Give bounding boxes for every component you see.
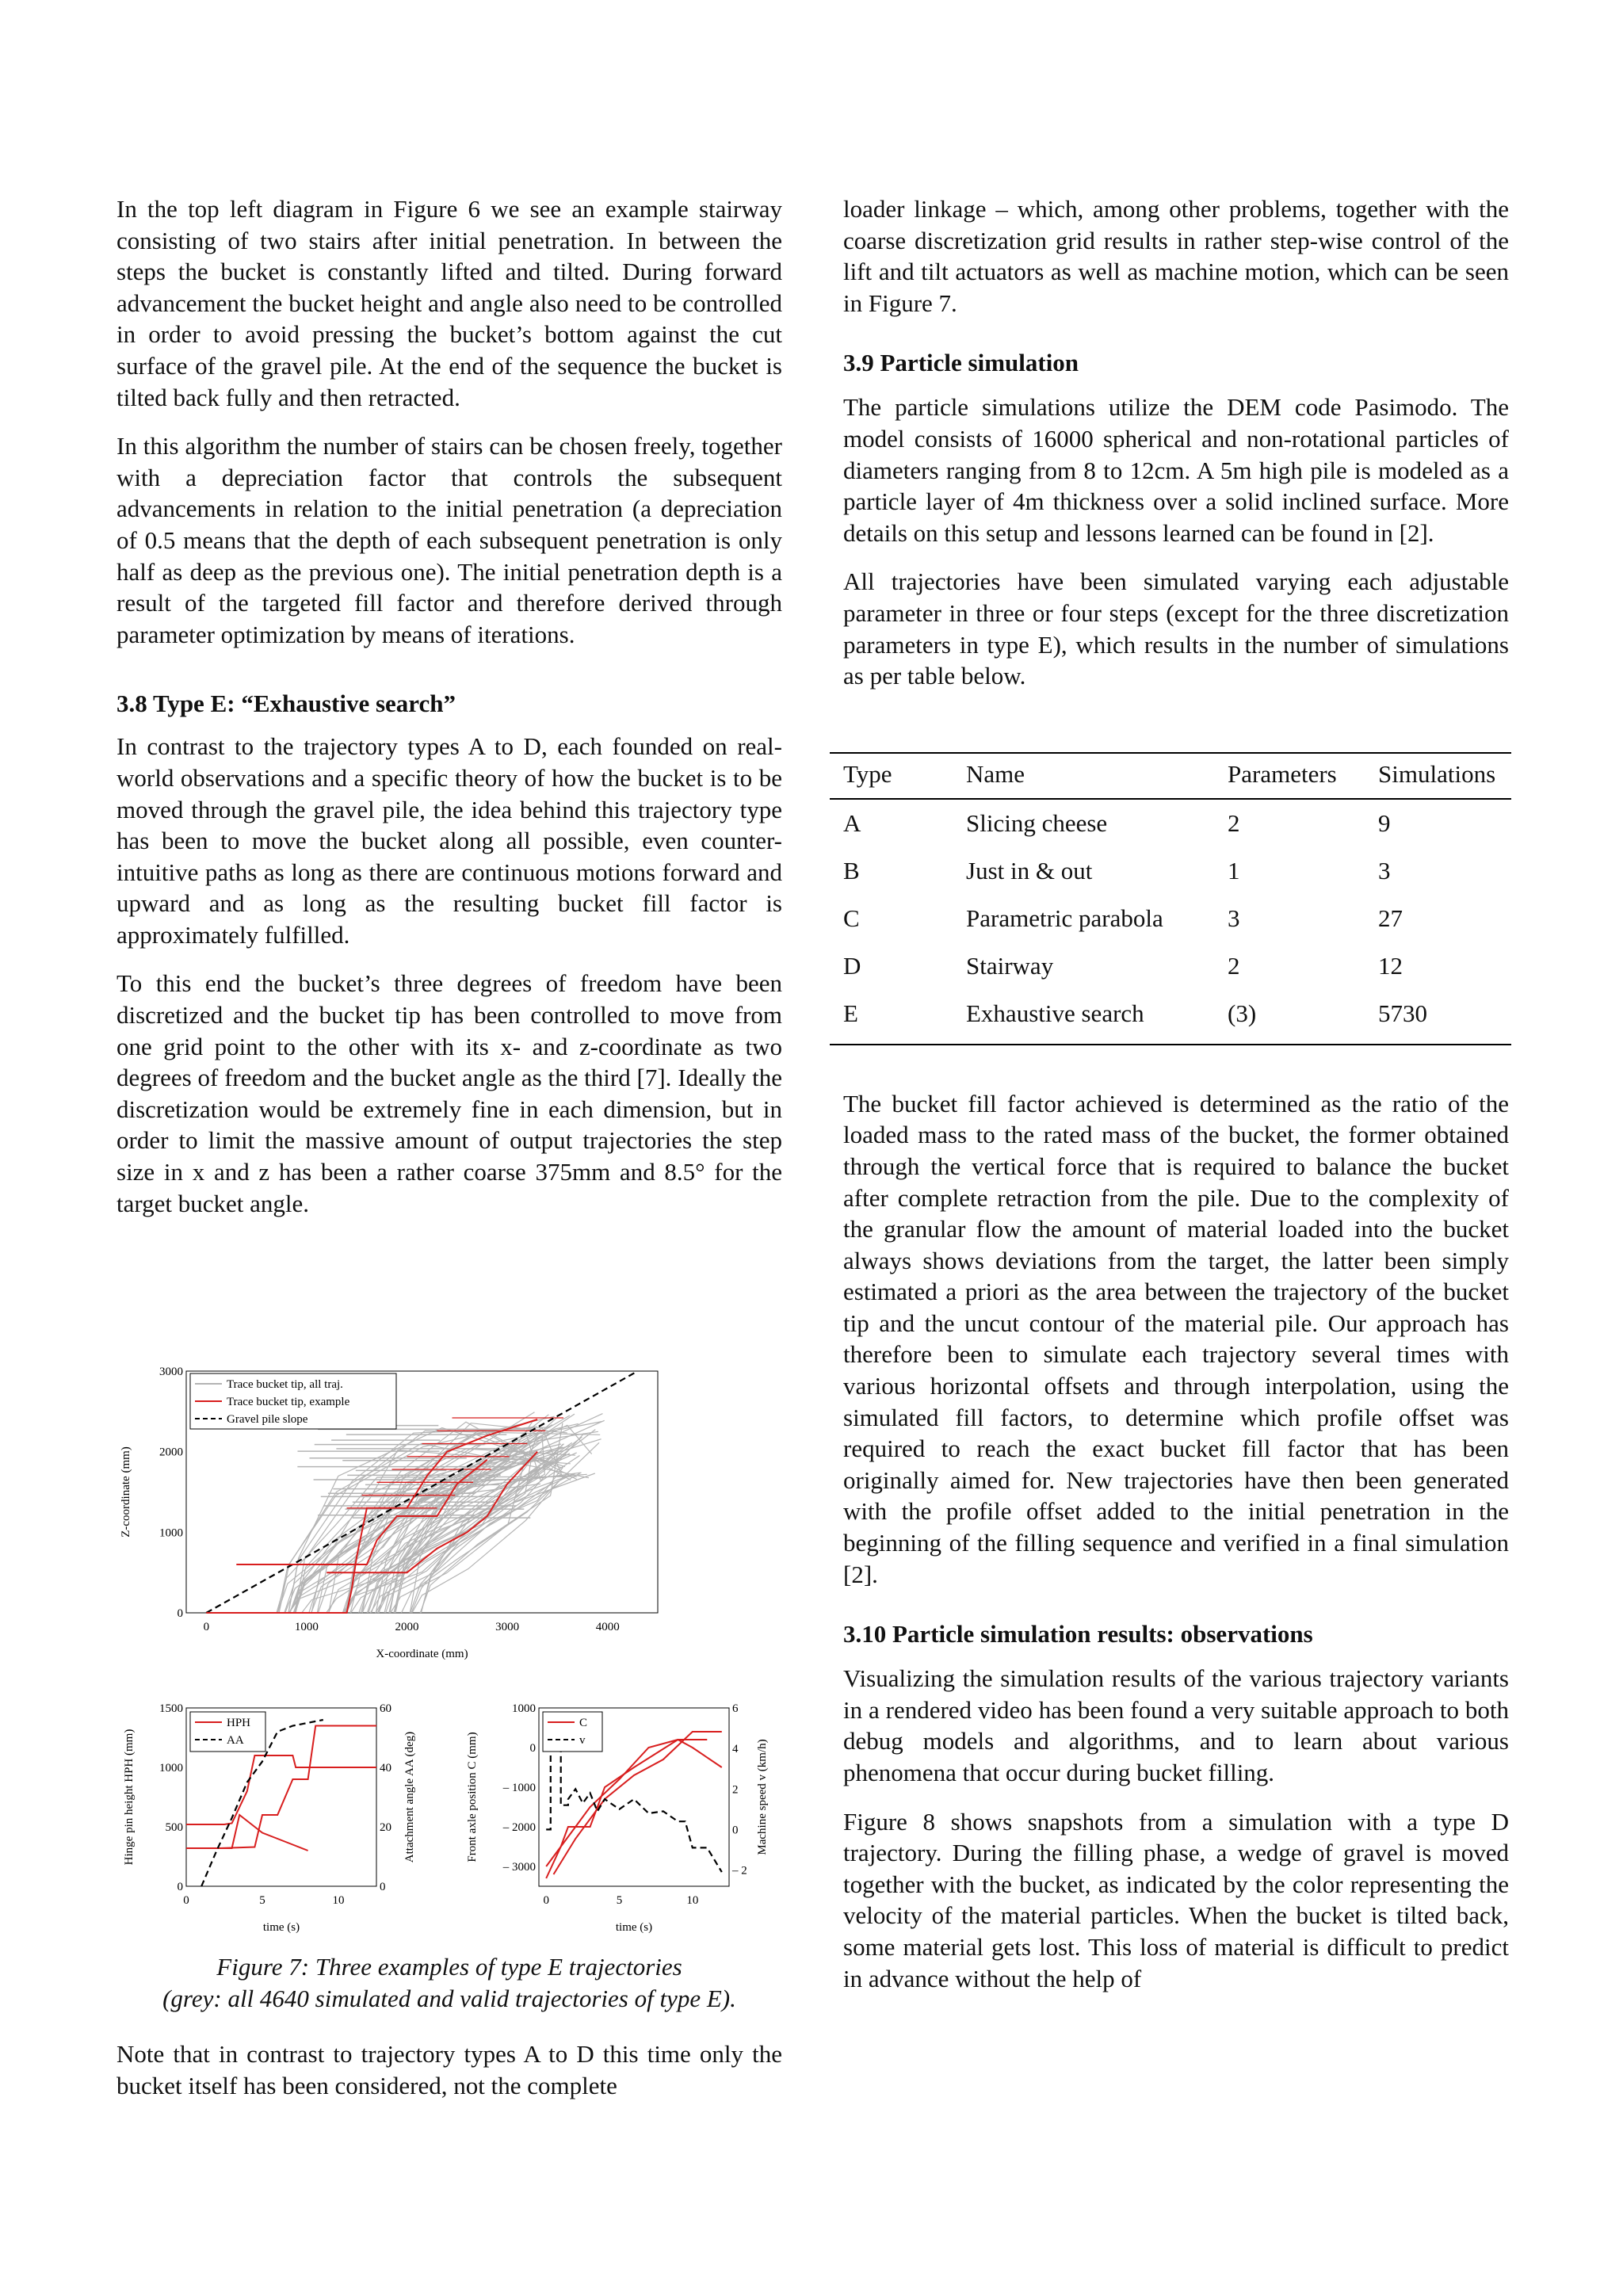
paragraph: In this algorithm the number of stairs can be chosen freely, together with a depreciation factor that controls the subsequent advancements in relation to the initial penetration (a depreciation of 0.5 means that the depth of each subsequent penetration is only half as deep as the previous one). The initial penetration depth is a result of the targeted fill factor and therefore derived through parameter optimization by means of iterations.	[116, 432, 782, 648]
x-tick-label: 1000	[294, 1621, 319, 1633]
legend-label: v	[579, 1734, 586, 1747]
legend-box	[543, 1712, 602, 1752]
x-tick-label: 4000	[595, 1621, 620, 1633]
y2-tick-label: 4	[732, 1743, 739, 1756]
table-row	[830, 847, 1511, 895]
caption-line-2: (grey: all 4640 simulated and valid trajectories of type E).	[162, 1985, 736, 2012]
xz-trajectory-chart	[120, 1366, 658, 1660]
x-tick-label: 3000	[495, 1621, 520, 1633]
cell: Parametric parabola	[966, 904, 1163, 932]
figure-7	[111, 1347, 785, 1950]
legend-label: HPH	[227, 1717, 251, 1729]
legend-label: AA	[227, 1734, 244, 1747]
cell: 27	[1378, 904, 1403, 932]
right-column	[843, 193, 1509, 2011]
y-tick-label: 0	[529, 1742, 536, 1755]
legend-label: Trace bucket tip, all traj.	[227, 1378, 343, 1391]
x-axis-label: time (s)	[262, 1921, 300, 1934]
legend-label: Trace bucket tip, example	[227, 1396, 350, 1408]
section-heading-3-10: 3.10 Particle simulation results: observations	[843, 1620, 1313, 1648]
x-tick-label: 0	[543, 1894, 549, 1907]
c-v-chart	[466, 1702, 769, 1934]
y2-tick-label: 0	[380, 1881, 386, 1893]
legend-label: C	[579, 1717, 588, 1729]
y-tick-label: – 2000	[502, 1821, 536, 1834]
section-heading-3-9: 3.9 Particle simulation	[843, 349, 1079, 377]
table-row	[830, 990, 1511, 1045]
paragraph: All trajectories have been simulated varying each adjustable parameter in three or four steps (except for the three discretization parameters in type E), which results in the number of simulations as per table below.	[843, 567, 1509, 690]
y2-tick-label: 6	[732, 1702, 739, 1715]
y-tick-label: 1000	[159, 1762, 183, 1775]
series-line	[546, 1740, 707, 1878]
cell: 9	[1378, 808, 1391, 837]
y-axis-label: Front axle position C (mm)	[466, 1732, 479, 1862]
series-line	[546, 1738, 722, 1872]
caption-line-1: Figure 7: Three examples of type E trajectories	[216, 1953, 682, 1981]
x-tick-label: 10	[332, 1894, 345, 1907]
x-tick-label: 0	[203, 1621, 210, 1633]
paragraph: Figure 8 shows snapshots from a simulation with a type D trajectory. During the filling phase, a wedge of gravel is moved together with the bucket, as indicated by the color representing the velocity of the material particles. When the bucket is tilted back, some material gets lost. This loss of material is difficult to predict in advance without the help of	[843, 1807, 1509, 1992]
y2-tick-label: – 2	[732, 1864, 747, 1878]
y-tick-label: 3000	[159, 1366, 183, 1378]
y-tick-label: 0	[177, 1607, 183, 1620]
x-axis-label: time (s)	[615, 1921, 653, 1934]
paragraph: The bucket fill factor achieved is determined as the ratio of the loaded mass to the rated mass of the bucket, the former obtained through the vertical force that is required to balance the bucket after complete retraction from the pile. Due to the complexity of the granular flow the amount of material loaded into the bucket always shows deviations from the target, the latter been simply estimated a priori as the area between the trajectory of the bucket tip and the uncut contour of the material pile. Our approach has therefore been to simulate each trajectory several times with various horizontal offsets and through interpolation, using the simulated fill factors, to determine which profile offset was required to reach the exact bucket fill factor that has been originally aimed for. New trajectories have then been generated with the profile offset added to the initial penetration in the beginning of the filling sequence and verified in a final simulation [2].	[843, 1089, 1509, 1588]
legend-label: Gravel pile slope	[227, 1413, 308, 1426]
y-tick-label: 2000	[159, 1446, 183, 1459]
x-tick-label: 10	[686, 1894, 699, 1907]
header-simulations: Simulations	[1378, 753, 1511, 799]
y-axis-label: Hinge pin height HPH (mm)	[123, 1729, 136, 1866]
simulation-table	[830, 752, 1511, 1045]
cell: 5730	[1378, 990, 1511, 1045]
cell: 1	[1228, 856, 1240, 884]
cell: 12	[1378, 951, 1403, 980]
paragraph: In the top left diagram in Figure 6 we see an example stairway consisting of two stairs after initial penetration. In between the steps the bucket is constantly lifted and tilted. During forward advancement the bucket height and angle also need to be controlled in order to avoid pressing the bucket’s bottom against the cut surface of the gravel pile. At the end of the sequence the bucket is tilted back fully and then retracted.	[116, 195, 782, 411]
table-row	[830, 942, 1511, 990]
header-name: Name	[966, 753, 1228, 799]
y-tick-label: 0	[177, 1881, 183, 1893]
y-tick-label: 1500	[159, 1702, 183, 1715]
x-tick-label: 0	[183, 1894, 189, 1907]
cell: E	[830, 990, 966, 1045]
cell: D	[843, 951, 861, 980]
y2-axis-label: Machine speed v (km/h)	[756, 1739, 769, 1855]
cell: Slicing cheese	[966, 808, 1108, 837]
y2-tick-label: 2	[732, 1783, 739, 1797]
hph-aa-chart	[123, 1702, 416, 1934]
y2-tick-label: 40	[380, 1762, 391, 1775]
table-header-row	[830, 753, 1511, 799]
y-tick-label: 500	[165, 1821, 183, 1834]
cell: 3	[1228, 904, 1240, 932]
cell: Exhaustive search	[966, 990, 1228, 1045]
cell: 3	[1378, 856, 1391, 884]
figure-caption	[116, 1951, 782, 2015]
header-type: Type	[830, 753, 966, 799]
cell: Stairway	[966, 951, 1054, 980]
left-column	[116, 193, 782, 1236]
left-tail	[116, 2038, 782, 2101]
paragraph: In contrast to the trajectory types A to D, each founded on real-world observations and a specific theory of how the bucket is to be moved through the gravel pile, the idea behind this trajectory type has been to move the bucket along all possible, even counter-intuitive paths as long as there are continuous motions forward and upward and as long as the resulting bucket fill factor is approximately fulfilled.	[116, 732, 782, 949]
y2-axis-label: Attachment angle AA (deg)	[403, 1731, 416, 1863]
x-tick-label: 5	[616, 1894, 623, 1907]
y-axis-label: Z-coordinate (mm)	[120, 1446, 132, 1538]
cell: B	[843, 856, 860, 884]
y-tick-label: 1000	[512, 1702, 536, 1715]
y-tick-label: – 1000	[502, 1782, 536, 1794]
y-tick-label: – 3000	[502, 1861, 536, 1874]
cell: (3)	[1228, 990, 1378, 1045]
cell: 2	[1228, 808, 1240, 837]
header-parameters: Parameters	[1228, 753, 1378, 799]
x-tick-label: 5	[259, 1894, 265, 1907]
cell: Just in & out	[966, 856, 1093, 884]
y-tick-label: 1000	[159, 1526, 183, 1540]
cell: A	[843, 808, 861, 837]
y2-tick-label: 20	[380, 1821, 391, 1834]
paragraph: The particle simulations utilize the DEM code Pasimodo. The model consists of 16000 spherical and non-rotational particles of diameters ranging from 8 to 12cm. A 5m high pile is modeled as a particle layer of 4m thickness over a solid inclined surface. More details on this setup and lessons learned can be found in [2].	[843, 393, 1509, 547]
series-line	[186, 1815, 308, 1851]
table-row	[830, 799, 1511, 847]
paragraph: To this end the bucket’s three degrees of freedom have been discretized and the bucket tip has been controlled to move from one grid point to the other with its x- and z-coordinate as two degrees of freedom and the bucket angle as the third [7]. Ideally the discretization would be extremely fine in each dimension, but in order to limit the massive amount of output trajectories the step size in x and z has been a rather coarse 375mm and 8.5° for the target bucket angle.	[116, 969, 782, 1217]
table-row	[830, 895, 1511, 942]
x-axis-label: X-coordinate (mm)	[376, 1648, 468, 1660]
y2-tick-label: 60	[380, 1702, 391, 1715]
section-heading-3-8: 3.8 Type E: “Exhaustive search”	[116, 690, 456, 718]
y2-tick-label: 0	[732, 1824, 739, 1837]
cell: C	[843, 904, 860, 932]
paragraph: Visualizing the simulation results of the various trajectory variants in a rendered video has been found a very suitable approach to both debug models and algorithms, and to learn about various phenomena that occur during bucket filling.	[843, 1664, 1509, 1786]
cell: 2	[1228, 951, 1240, 980]
paragraph: Note that in contrast to trajectory types A to D this time only the bucket itself has been considered, not the complete	[116, 2040, 782, 2099]
x-tick-label: 2000	[395, 1621, 419, 1633]
paragraph: loader linkage – which, among other problems, together with the coarse discretization grid results in rather step-wise control of the lift and tilt actuators as well as machine motion, which can be seen in Figure 7.	[843, 195, 1509, 317]
series-line	[186, 1755, 376, 1824]
